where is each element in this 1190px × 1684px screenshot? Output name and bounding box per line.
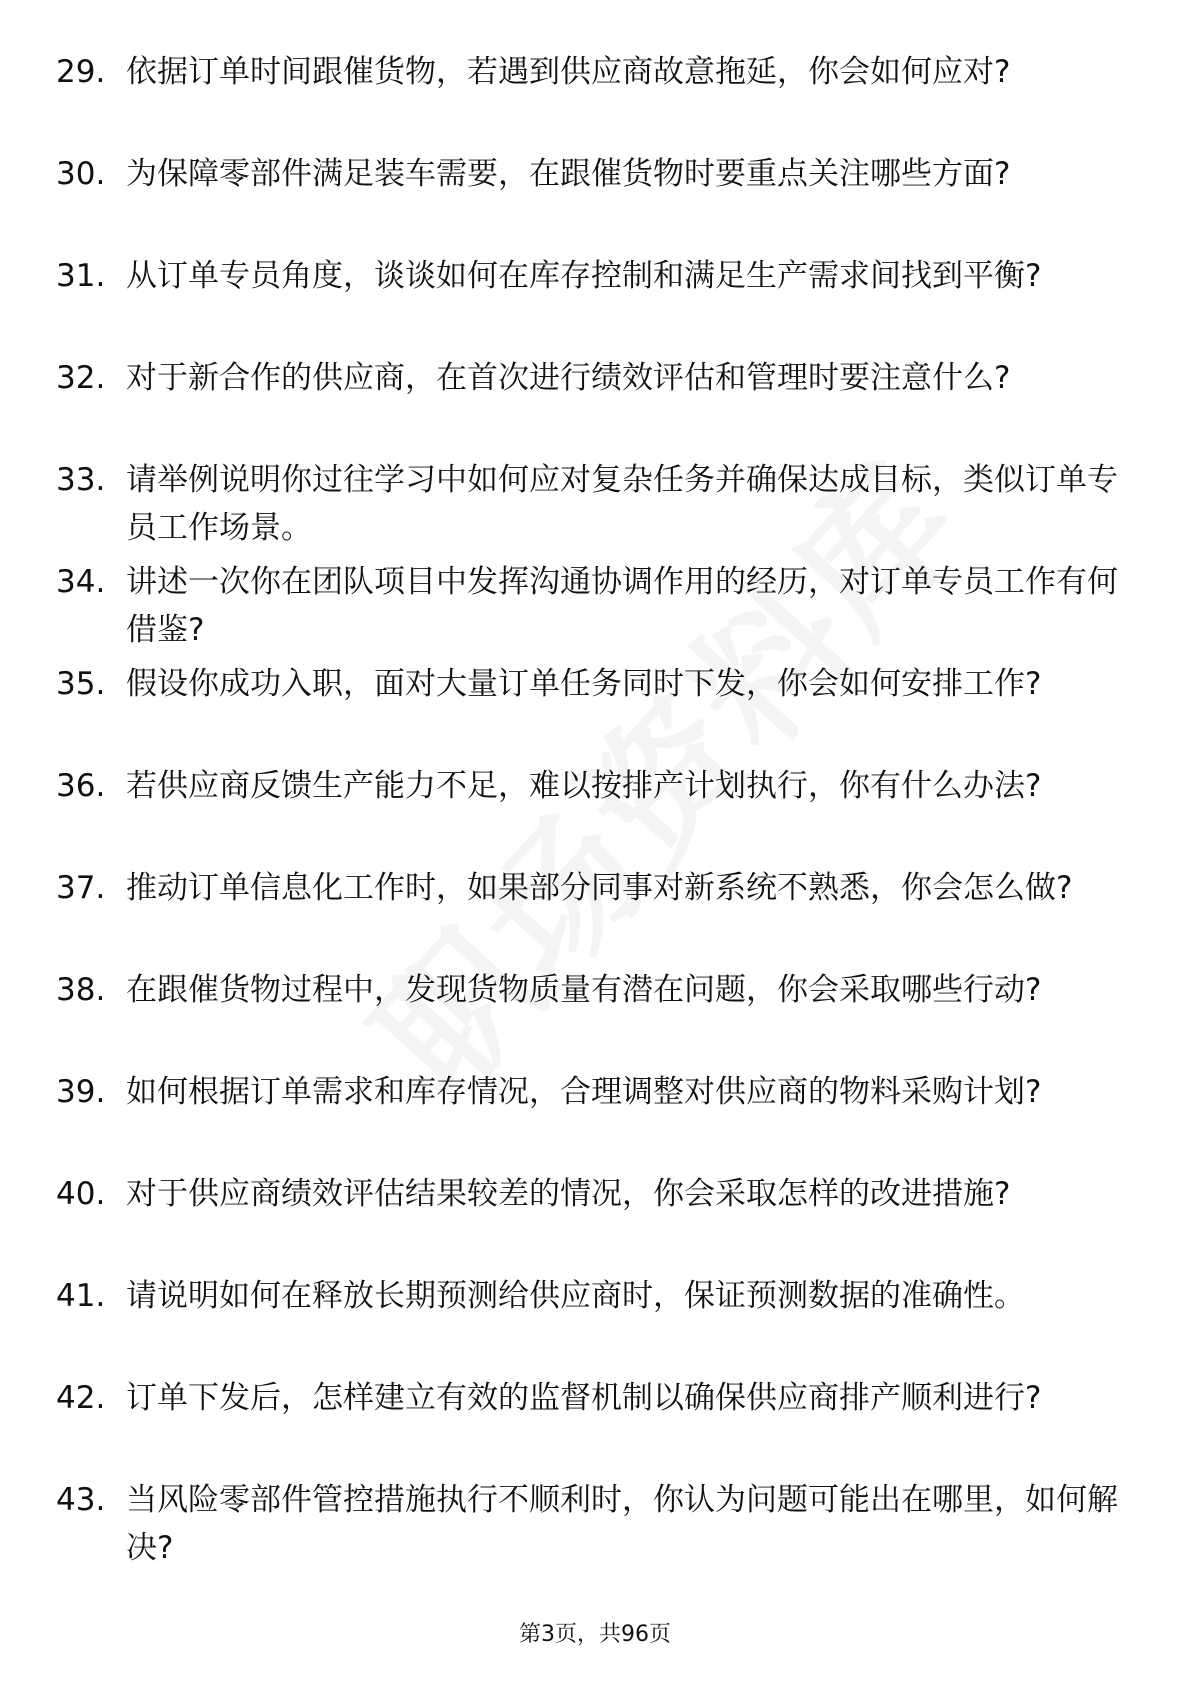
question-text: 若供应商反馈生产能力不足，难以按排产计划执行，你有什么办法? (126, 768, 1042, 804)
question-number: 36. (56, 768, 106, 804)
question-item (56, 150, 1136, 252)
question-text: 对于新合作的供应商，在首次进行绩效评估和管理时要注意什么? (126, 360, 1011, 396)
question-item (56, 1272, 1136, 1374)
question-item (56, 1068, 1136, 1170)
question-number: 33. (56, 462, 106, 498)
question-text: 请举例说明你过往学习中如何应对复杂任务并确保达成目标，类似订单专员工作场景。 (126, 462, 1118, 546)
question-text: 订单下发后，怎样建立有效的监督机制以确保供应商排产顺利进行? (126, 1380, 1042, 1416)
question-text: 假设你成功入职，面对大量订单任务同时下发，你会如何安排工作? (126, 666, 1042, 702)
question-item (56, 966, 1136, 1068)
question-text: 对于供应商绩效评估结果较差的情况，你会采取怎样的改进措施? (126, 1176, 1011, 1212)
question-item (56, 48, 1136, 150)
question-list (56, 48, 1136, 1578)
page-footer: 第3页，共96页 (519, 1622, 671, 1647)
question-number: 35. (56, 666, 106, 702)
question-text: 当风险零部件管控措施执行不顺利时，你认为问题可能出在哪里，如何解决? (126, 1482, 1118, 1566)
question-number: 31. (56, 258, 106, 294)
question-item (56, 660, 1136, 762)
question-number: 38. (56, 972, 106, 1008)
question-text: 从订单专员角度，谈谈如何在库存控制和满足生产需求间找到平衡? (126, 258, 1042, 294)
question-text: 依据订单时间跟催货物，若遇到供应商故意拖延，你会如何应对? (126, 54, 1011, 90)
question-item (56, 864, 1136, 966)
question-number: 30. (56, 156, 106, 192)
question-text: 推动订单信息化工作时，如果部分同事对新系统不熟悉，你会怎么做? (126, 870, 1073, 906)
question-item (56, 456, 1136, 558)
question-item (56, 558, 1136, 660)
question-text: 讲述一次你在团队项目中发挥沟通协调作用的经历，对订单专员工作有何借鉴? (126, 564, 1118, 648)
question-number: 37. (56, 870, 106, 906)
question-text: 请说明如何在释放长期预测给供应商时，保证预测数据的准确性。 (126, 1278, 1025, 1314)
question-number: 42. (56, 1380, 106, 1416)
question-item (56, 252, 1136, 354)
question-number: 39. (56, 1074, 106, 1110)
question-number: 29. (56, 54, 106, 90)
question-text: 在跟催货物过程中，发现货物质量有潜在问题，你会采取哪些行动? (126, 972, 1042, 1008)
question-text: 为保障零部件满足装车需要，在跟催货物时要重点关注哪些方面? (126, 156, 1011, 192)
question-number: 43. (56, 1482, 106, 1518)
question-item (56, 1170, 1136, 1272)
question-item (56, 1476, 1136, 1578)
question-item (56, 1374, 1136, 1476)
question-item (56, 762, 1136, 864)
question-number: 40. (56, 1176, 106, 1212)
question-number: 34. (56, 564, 106, 600)
question-item (56, 354, 1136, 456)
question-text: 如何根据订单需求和库存情况，合理调整对供应商的物料采购计划? (126, 1074, 1042, 1110)
question-number: 41. (56, 1278, 106, 1314)
question-number: 32. (56, 360, 106, 396)
